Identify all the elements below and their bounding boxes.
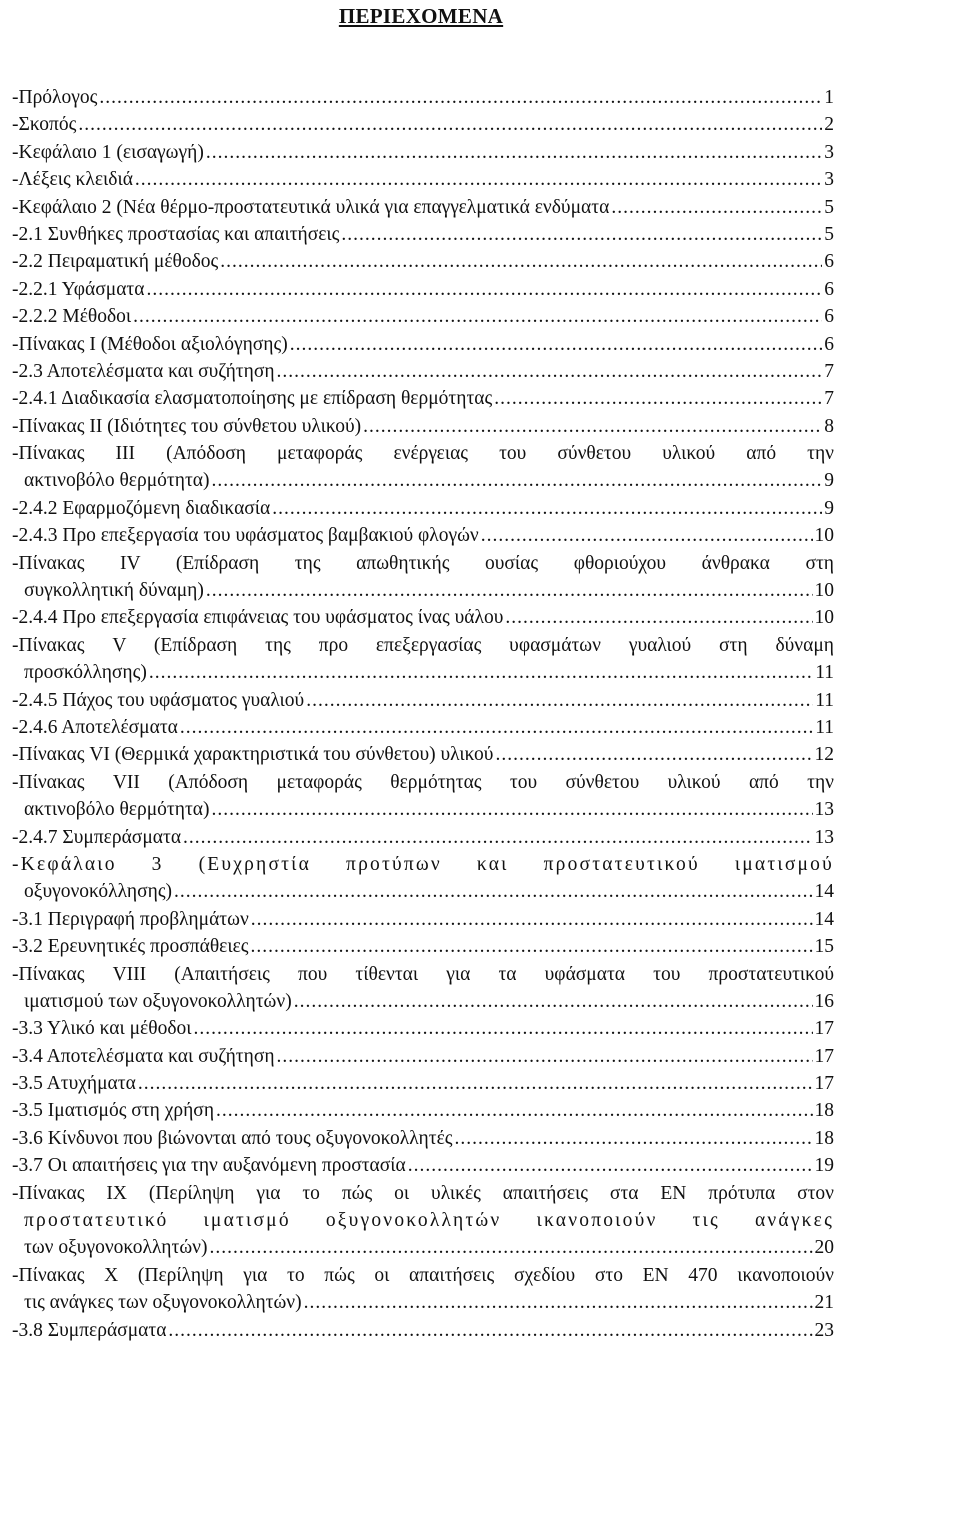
toc-entry-title: -2.4.5 Πάχος του υφάσματος γυαλιού (12, 689, 305, 711)
toc-entry-title-end: προσκόλλησης) (24, 662, 147, 684)
toc-entry-title-end: συγκολλητική δύναμη) (24, 580, 204, 602)
toc-entry (12, 84, 834, 111)
toc-page-number: 10 (814, 607, 834, 629)
toc-page-number: 11 (815, 689, 834, 711)
toc-page-number: 7 (824, 360, 834, 382)
dot-leader (183, 824, 812, 851)
toc-entry-title: -3.8 Συμπεράσματα (12, 1319, 167, 1341)
dot-leader (146, 276, 822, 303)
toc-entry (12, 851, 834, 906)
toc-entry (12, 1097, 834, 1124)
toc-entry-title: -2.4.6 Αποτελέσματα (12, 716, 178, 738)
toc-entry-title-end: ιματισμού των οξυγονοκολλητών) (24, 990, 292, 1012)
toc-entry (12, 1070, 834, 1097)
dot-leader (209, 1234, 812, 1261)
toc-entry-title-line1: -Πίνακας V (Επίδραση της προ επεξεργασίας υφασμάτων γυαλιού στη δύναμη (12, 634, 834, 656)
toc-entry-title: -Πίνακας VI (Θερμικά χαρακτηριστικά του σύνθετου) υλικού (12, 744, 494, 766)
toc-entry-title: -Σκοπός (12, 114, 77, 136)
toc-entry (12, 1125, 834, 1152)
toc-entry-title: -2.2.2 Μέθοδοι (12, 306, 132, 328)
toc-page-number: 16 (814, 990, 834, 1012)
toc-entry (12, 276, 834, 303)
dot-leader (206, 139, 822, 166)
dot-leader (174, 878, 812, 905)
toc-entry (12, 687, 834, 714)
dot-leader (341, 221, 822, 248)
toc-page-number: 14 (814, 881, 834, 903)
toc-entry (12, 1180, 834, 1262)
toc-page-number: 3 (824, 141, 834, 163)
toc-entry (12, 1043, 834, 1070)
toc-entry-title: -Πίνακας ΙΙ (Ιδιότητες του σύνθετου υλικού) (12, 415, 362, 437)
toc-page-number: 18 (814, 1127, 834, 1149)
toc-entry-title: -2.4.7 Συμπεράσματα (12, 826, 182, 848)
toc-entry-title: -Πρόλογος (12, 87, 98, 108)
toc-entry (12, 495, 834, 522)
toc-page-number: 14 (814, 908, 834, 930)
dot-leader (494, 385, 822, 412)
toc-entry-title-line1: -Πίνακας ΙΙΙ (Απόδοση μεταφοράς ενέργειας του σύνθετου υλικού από την (12, 443, 834, 465)
dot-leader (180, 714, 813, 741)
dot-leader (306, 687, 813, 714)
toc-entry-continuation (12, 988, 834, 1015)
toc-entry-continuation (12, 1234, 834, 1261)
toc-entry-title: -3.4 Αποτελέσματα και συζήτηση (12, 1045, 275, 1067)
dot-leader (251, 933, 813, 960)
dot-leader (216, 1097, 812, 1124)
toc-entry-title-line1: -Κεφάλαιο 3 (Ευχρηστία προτύπων και προστατευτικού ιματισμού (12, 853, 834, 875)
toc-page-number: 5 (824, 196, 834, 218)
toc-entry-title: -3.5 Ιματισμός στη χρήση (12, 1100, 215, 1122)
dot-leader (212, 796, 813, 823)
dot-leader (290, 331, 823, 358)
page-title: ΠΕΡΙΕΧΟΜΕΝΑ (338, 4, 504, 28)
toc-entry (12, 385, 834, 412)
toc-entry (12, 1015, 834, 1042)
toc-entry-title-end: των οξυγονοκολλητών) (24, 1237, 208, 1259)
toc-page-number: 13 (814, 799, 834, 821)
toc-page-number: 20 (814, 1237, 834, 1259)
toc-entry-title: -2.4.2 Εφαρμοζόμενη διαδικασία (12, 497, 271, 519)
toc-entry (12, 440, 834, 495)
dot-leader (251, 906, 813, 933)
dot-leader (168, 1317, 812, 1344)
dot-leader (294, 988, 813, 1015)
dot-leader (272, 495, 822, 522)
toc-entry-title: -Κεφάλαιο 1 (εισαγωγή) (12, 141, 204, 163)
toc-entry-title-line1: -Πίνακας IV (Επίδραση της απωθητικής ουσίας φθοριούχου άνθρακα στη (12, 552, 834, 574)
dot-leader (481, 522, 813, 549)
dot-leader (277, 358, 823, 385)
toc-entry-title: -3.2 Ερευνητικές προσπάθειες (12, 936, 249, 958)
toc-entry (12, 632, 834, 687)
toc-entry-title-line2: προστατευτικό ιματισμό οξυγονοκολλητών ικανοποιούν τις ανάγκες (24, 1210, 834, 1232)
toc-entry-title: -Κεφάλαιο 2 (Νέα θέρμο-προστατευτικά υλικά για επαγγελματικά ενδύματα (12, 196, 610, 218)
toc-entry (12, 331, 834, 358)
toc-entry (12, 1152, 834, 1179)
toc-page-number: 1 (824, 87, 834, 108)
dot-leader (611, 194, 822, 221)
toc-entry (12, 604, 834, 631)
toc-page-number: 7 (824, 388, 834, 410)
toc-entry (12, 248, 834, 275)
dot-leader (135, 166, 822, 193)
toc-entry (12, 358, 834, 385)
toc-page-number: 2 (824, 114, 834, 136)
toc-entry-title-end: οξυγονοκόλλησης) (24, 881, 173, 903)
toc-entry (12, 550, 834, 605)
toc-entry (12, 714, 834, 741)
dot-leader (277, 1043, 813, 1070)
toc-entry (12, 139, 834, 166)
toc-page-number: 11 (815, 662, 834, 684)
dot-leader (206, 577, 813, 604)
toc-page-number: 17 (814, 1018, 834, 1040)
dot-leader (304, 1289, 813, 1316)
toc-entry-title: -2.2 Πειραματική μέθοδος (12, 251, 219, 273)
dot-leader (194, 1015, 813, 1042)
toc-page-number: 11 (815, 716, 834, 738)
toc-entry-continuation (12, 659, 834, 686)
toc-entry-title: -2.2.1 Υφάσματα (12, 278, 145, 300)
toc-page-number: 19 (814, 1155, 834, 1177)
toc-entry (12, 769, 834, 824)
dot-leader (505, 604, 812, 631)
toc-entry-continuation (12, 577, 834, 604)
toc-entry (12, 303, 834, 330)
dot-leader (138, 1070, 813, 1097)
toc-entry-title-end: τις ανάγκες των οξυγονοκολλητών) (24, 1292, 302, 1314)
toc-entry (12, 522, 834, 549)
toc-page-number: 3 (824, 169, 834, 191)
toc-entry-title: -3.5 Ατυχήματα (12, 1073, 136, 1095)
toc-entry (12, 933, 834, 960)
toc-entry (12, 961, 834, 1016)
toc-page-number: 5 (824, 223, 834, 245)
toc-entry-title-line1: -Πίνακας VIII (Απαιτήσεις που τίθενται για τα υφάσματα του προστατευτικού (12, 963, 834, 985)
toc-page-number: 8 (824, 415, 834, 437)
dot-leader (495, 741, 812, 768)
dot-leader (220, 248, 822, 275)
toc-entry-continuation (12, 796, 834, 823)
dot-leader (133, 303, 822, 330)
toc-page-number: 12 (814, 744, 834, 766)
toc-page-number: 18 (814, 1100, 834, 1122)
toc-entry (12, 111, 834, 138)
toc-entry (12, 1262, 834, 1317)
toc-entry-title-line1: -Πίνακας VII (Απόδοση μεταφοράς θερμότητας του σύνθετου υλικού από την (12, 771, 834, 793)
toc-entry (12, 906, 834, 933)
toc-entry-title: -3.7 Οι απαιτήσεις για την αυξανόμενη προστασία (12, 1155, 406, 1177)
toc-entry-title: -3.6 Κίνδυνοι που βιώνονται από τους οξυγονοκολλητές (12, 1127, 453, 1149)
toc-entry-title: -2.4.3 Προ επεξεργασία του υφάσματος βαμβακιού φλογών (12, 525, 479, 547)
toc-entry-title-end: ακτινοβόλο θερμότητα) (24, 799, 210, 821)
toc-entry-title: -2.4.4 Προ επεξεργασία επιφάνειας του υφάσματος ίνας υάλου (12, 607, 504, 629)
toc-entry-continuation (12, 467, 834, 494)
dot-leader (363, 413, 822, 440)
toc-entry (12, 166, 834, 193)
toc-page-number: 6 (824, 333, 834, 355)
toc-entry-title-line1: -Πίνακας Χ (Περίληψη για το πώς οι απαιτήσεις σχεδίου στο EN 470 ικανοποιούν (12, 1264, 834, 1286)
toc-entry-title-end: ακτινοβόλο θερμότητα) (24, 470, 210, 492)
toc-page-number: 21 (814, 1292, 834, 1314)
toc-entry (12, 194, 834, 221)
toc-entry-title: -2.3 Αποτελέσματα και συζήτηση (12, 360, 275, 382)
toc-page-number: 17 (814, 1045, 834, 1067)
toc-page-number: 10 (814, 580, 834, 602)
toc-page-number: 6 (824, 251, 834, 273)
toc-entry (12, 824, 834, 851)
toc-page-number: 6 (824, 306, 834, 328)
toc-entry-title-line1: -Πίνακας IX (Περίληψη για το πώς οι υλικές απαιτήσεις στα EN πρότυπα στον (12, 1182, 834, 1204)
table-of-contents (12, 84, 834, 1344)
toc-entry-continuation (12, 878, 834, 905)
dot-leader (212, 467, 823, 494)
toc-entry-title: -2.4.1 Διαδικασία ελασματοποίησης με επίδραση θερμότητας (12, 388, 493, 410)
toc-entry (12, 1317, 834, 1344)
toc-page-number: 23 (814, 1319, 834, 1341)
toc-page-number: 15 (814, 936, 834, 958)
toc-entry-continuation (12, 1289, 834, 1316)
toc-entry-title: -2.1 Συνθήκες προστασίας και απαιτήσεις (12, 223, 340, 245)
toc-entry-title: -3.3 Υλικό και μέθοδοι (12, 1018, 192, 1040)
toc-entry (12, 413, 834, 440)
dot-leader (455, 1125, 813, 1152)
toc-entry-title: -3.1 Περιγραφή προβλημάτων (12, 908, 249, 930)
toc-page-number: 6 (824, 278, 834, 300)
toc-page-number: 9 (824, 497, 834, 519)
toc-entry (12, 221, 834, 248)
dot-leader (408, 1152, 813, 1179)
toc-page-number: 13 (814, 826, 834, 848)
toc-page-number: 9 (824, 470, 834, 492)
dot-leader (99, 84, 822, 111)
dot-leader (78, 111, 822, 138)
toc-entry-title: -Λέξεις κλειδιά (12, 169, 133, 191)
toc-page-number: 17 (814, 1073, 834, 1095)
toc-page-number: 10 (814, 525, 834, 547)
toc-entry (12, 741, 834, 768)
dot-leader (149, 659, 813, 686)
toc-entry-title: -Πίνακας Ι (Μέθοδοι αξιολόγησης) (12, 333, 288, 355)
